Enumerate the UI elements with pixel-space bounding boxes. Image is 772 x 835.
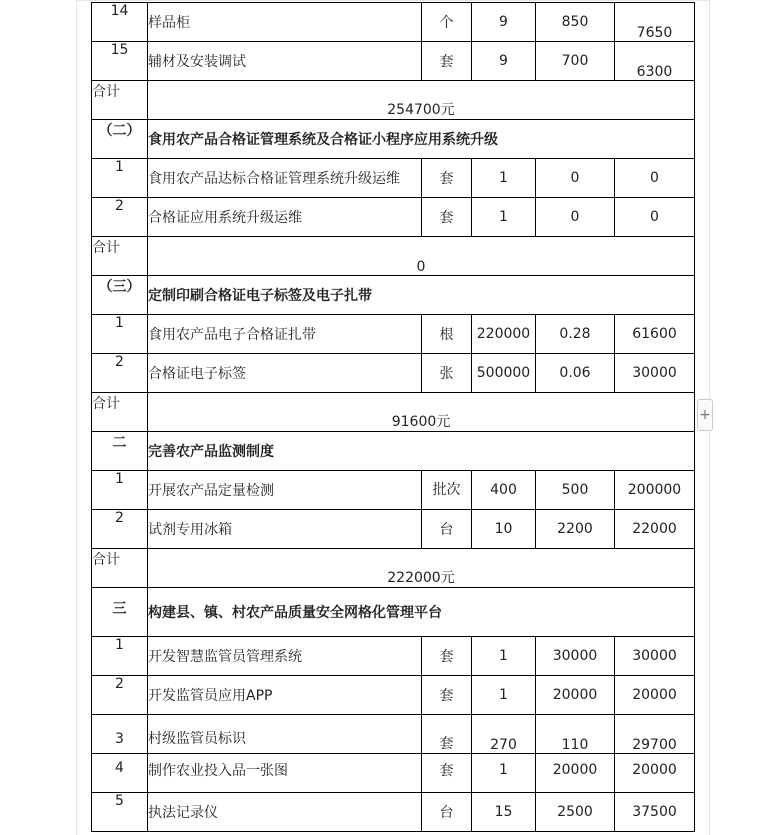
item-name: 食用农产品电子合格证扎带 [148,315,422,354]
section-title: 完善农产品监测制度 [148,432,695,471]
table-row [92,354,695,393]
item-quantity: 10 [472,510,536,549]
item-quantity: 1 [472,198,536,237]
item-amount: 30000 [615,354,695,393]
item-unit-price: 20000 [536,754,615,793]
item-amount: 20000 [615,676,695,715]
row-number: 2 [92,198,148,237]
item-unit: 个 [422,3,472,42]
item-unit-price: 850 [536,3,615,42]
table-row [92,315,695,354]
item-amount: 61600 [615,315,695,354]
item-name: 合格证应用系统升级运维 [148,198,422,237]
row-number: 15 [92,42,148,81]
section-header-row [92,432,695,471]
total-value: 222000元 [148,549,695,588]
row-number: 2 [92,510,148,549]
item-amount: 30000 [615,637,695,676]
item-unit: 套 [422,42,472,81]
item-unit: 套 [422,637,472,676]
total-label: 合计 [92,81,148,120]
section-number: （二） [92,120,148,159]
total-row [92,393,695,432]
section-number: 二 [92,432,148,471]
item-quantity: 9 [472,42,536,81]
budget-table [91,2,695,832]
item-amount: 200000 [615,471,695,510]
item-unit-price: 0 [536,159,615,198]
item-quantity: 500000 [472,354,536,393]
row-number: 2 [92,676,148,715]
item-name: 试剂专用冰箱 [148,510,422,549]
item-name: 开展农产品定量检测 [148,471,422,510]
item-amount: 6300 [615,42,695,81]
item-unit-price: 20000 [536,676,615,715]
add-row-button[interactable]: + [697,399,713,431]
total-row [92,81,695,120]
item-unit-price: 0.06 [536,354,615,393]
total-label: 合计 [92,549,148,588]
section-header-row [92,276,695,315]
item-quantity: 1 [472,676,536,715]
item-name: 合格证电子标签 [148,354,422,393]
item-unit-price: 110 [536,715,615,754]
item-quantity: 15 [472,793,536,832]
item-name: 样品柜 [148,3,422,42]
row-number: 4 [92,754,148,793]
item-unit-price: 0.28 [536,315,615,354]
item-quantity: 270 [472,715,536,754]
item-unit: 批次 [422,471,472,510]
item-amount: 7650 [615,3,695,42]
table-row [92,42,695,81]
item-amount: 37500 [615,793,695,832]
item-amount: 29700 [615,715,695,754]
total-row [92,237,695,276]
table-row [92,676,695,715]
row-number: 14 [92,3,148,42]
item-amount: 0 [615,159,695,198]
table-row [92,3,695,42]
item-quantity: 1 [472,754,536,793]
total-value: 0 [148,237,695,276]
total-label: 合计 [92,237,148,276]
item-unit-price: 30000 [536,637,615,676]
row-number: 2 [92,354,148,393]
row-number: 1 [92,637,148,676]
item-unit: 套 [422,676,472,715]
row-number: 1 [92,159,148,198]
item-name: 制作农业投入品一张图 [148,754,422,793]
total-value: 91600元 [148,393,695,432]
item-name: 开发监管员应用APP [148,676,422,715]
table-row [92,793,695,832]
section-number: 三 [92,588,148,637]
item-quantity: 1 [472,637,536,676]
row-number: 1 [92,471,148,510]
item-unit-price: 500 [536,471,615,510]
table-row [92,471,695,510]
item-amount: 0 [615,198,695,237]
item-amount: 20000 [615,754,695,793]
item-unit-price: 0 [536,198,615,237]
item-quantity: 220000 [472,315,536,354]
item-quantity: 1 [472,159,536,198]
table-row [92,159,695,198]
item-unit: 套 [422,198,472,237]
page-left-border [76,0,77,835]
item-unit-price: 2500 [536,793,615,832]
section-title: 定制印刷合格证电子标签及电子扎带 [148,276,695,315]
total-row [92,549,695,588]
row-number: 1 [92,315,148,354]
item-quantity: 9 [472,3,536,42]
item-quantity: 400 [472,471,536,510]
item-unit: 套 [422,754,472,793]
item-unit: 套 [422,715,472,754]
section-header-row [92,588,695,637]
item-name: 食用农产品达标合格证管理系统升级运维 [148,159,422,198]
section-title: 食用农产品合格证管理系统及合格证小程序应用系统升级 [148,120,695,159]
section-number: （三） [92,276,148,315]
total-label: 合计 [92,393,148,432]
item-name: 村级监管员标识 [148,715,422,754]
item-unit: 套 [422,159,472,198]
table-row [92,510,695,549]
item-unit: 根 [422,315,472,354]
section-header-row [92,120,695,159]
table-row [92,637,695,676]
item-unit: 张 [422,354,472,393]
section-title: 构建县、镇、村农产品质量安全网格化管理平台 [148,588,695,637]
item-unit: 台 [422,793,472,832]
item-unit-price: 700 [536,42,615,81]
table-row [92,198,695,237]
item-name: 辅材及安装调试 [148,42,422,81]
table-row [92,754,695,793]
page-top-border [76,0,710,1]
row-number: 3 [92,715,148,754]
item-unit-price: 2200 [536,510,615,549]
item-name: 开发智慧监管员管理系统 [148,637,422,676]
table-row [92,715,695,754]
item-amount: 22000 [615,510,695,549]
item-name: 执法记录仪 [148,793,422,832]
row-number: 5 [92,793,148,832]
item-unit: 台 [422,510,472,549]
total-value: 254700元 [148,81,695,120]
